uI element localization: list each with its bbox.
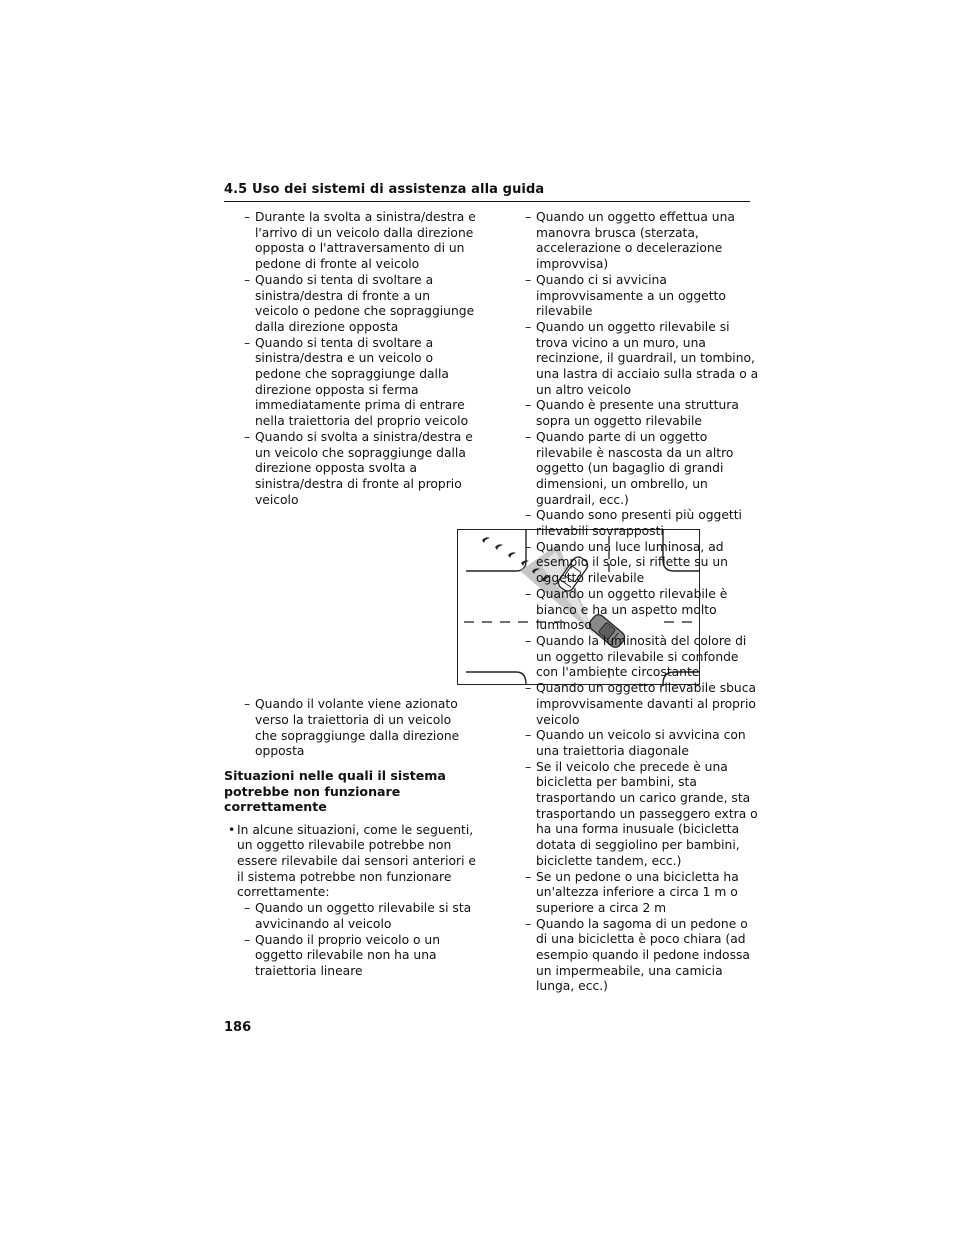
list-item: – Quando un oggetto rilevabile sbuca improvvisamente davanti al proprio veicolo [510, 681, 760, 728]
list-item: – Quando un oggetto rilevabile si trova vicino a un muro, una recinzione, il guardrail, un tombino, una lastra di acciaio sulla strada o a un altro veicolo [510, 320, 760, 399]
detection-conditions-list [510, 210, 760, 995]
list-item: – Quando si svolta a sinistra/destra e un veicolo che sopraggiunge dalla direzione opposta svolta a sinistra/destra di fronte al proprio veicolo [224, 430, 476, 509]
list-item: – Quando è presente una struttura sopra un oggetto rilevabile [510, 398, 760, 429]
list-item: – Quando un oggetto effettua una manovra brusca (sterzata, accelerazione o decelerazione improvvisa) [510, 210, 760, 273]
list-item: – Se il veicolo che precede è una bicicletta per bambini, sta trasportando un carico grande, sta trasportando un passeggero extra o ha una forma inusuale (bicicletta dotata di seggiolino per bambini, biciclette tandem, ecc.) [510, 760, 760, 870]
bullet-mark: • [228, 822, 236, 837]
list-item: – Quando la sagoma di un pedone o di una bicicletta è poco chiara (ad esempio quando il pedone indossa un impermeabile, una camicia lunga, ecc.) [510, 917, 760, 996]
section-title: 4.5 Uso dei sistemi di assistenza alla guida [224, 182, 545, 197]
list-item: – Quando una luce luminosa, ad esempio il sole, si riflette su un oggetto rilevabile [510, 540, 760, 587]
list-item: – Quando un oggetto rilevabile si sta avvicinando al veicolo [224, 901, 476, 932]
detection-issues-list [224, 901, 476, 980]
list-item: – Quando un veicolo si avvicina con una traiettoria diagonale [510, 728, 760, 759]
list-item: – Quando il proprio veicolo o un oggetto rilevabile non ha una traiettoria lineare [224, 933, 476, 980]
turn-situations-list [224, 210, 476, 508]
page-number: 186 [224, 1020, 252, 1035]
list-item: – Quando si tenta di svoltare a sinistra/destra di fronte a un veicolo o pedone che sopraggiunge dalla direzione opposta [224, 273, 476, 336]
bullet-text: In alcune situazioni, come le seguenti, un oggetto rilevabile potrebbe non essere rilevabile dai sensori anteriori e il sistema potrebbe non funzionare correttamente: [237, 822, 476, 900]
list-item: – Quando un oggetto rilevabile è bianco e ha un aspetto molto luminoso [510, 587, 760, 634]
list-item: – Se un pedone o una bicicletta ha un'altezza inferiore a circa 1 m o superiore a circa 2 m [510, 870, 760, 917]
list-item: – Quando parte di un oggetto rilevabile è nascosta da un altro oggetto (un bagaglio di grandi dimensioni, un ombrello, un guardrail, ecc.) [510, 430, 760, 509]
list-item: – Quando sono presenti più oggetti rilevabili sovrapposti [510, 508, 760, 539]
steering-situation-list [224, 697, 476, 760]
section-heading: Situazioni nelle quali il sistema potrebbe non funzionare correttamente [224, 768, 446, 815]
right-column [510, 210, 760, 995]
list-item: – Quando la luminosità del colore di un oggetto rilevabile si confonde con l'ambiente circostante [510, 634, 760, 681]
list-item: – Quando si tenta di svoltare a sinistra/destra e un veicolo o pedone che sopraggiunge dalla direzione opposta si ferma immediatamente prima di entrare nella traiettoria del proprio veicolo [224, 336, 476, 430]
left-column [224, 210, 476, 980]
list-item: – Quando il volante viene azionato verso la traiettoria di un veicolo che sopraggiunge dalla direzione opposta [224, 697, 476, 760]
list-item: – Quando ci si avvicina improvvisamente a un oggetto rilevabile [510, 273, 760, 320]
page-header [224, 178, 750, 202]
list-item: – Durante la svolta a sinistra/destra e l'arrivo di un veicolo dalla direzione opposta o l'attraversamento di un pedone di fronte al veicolo [224, 210, 476, 273]
bullet-paragraph [224, 823, 476, 902]
